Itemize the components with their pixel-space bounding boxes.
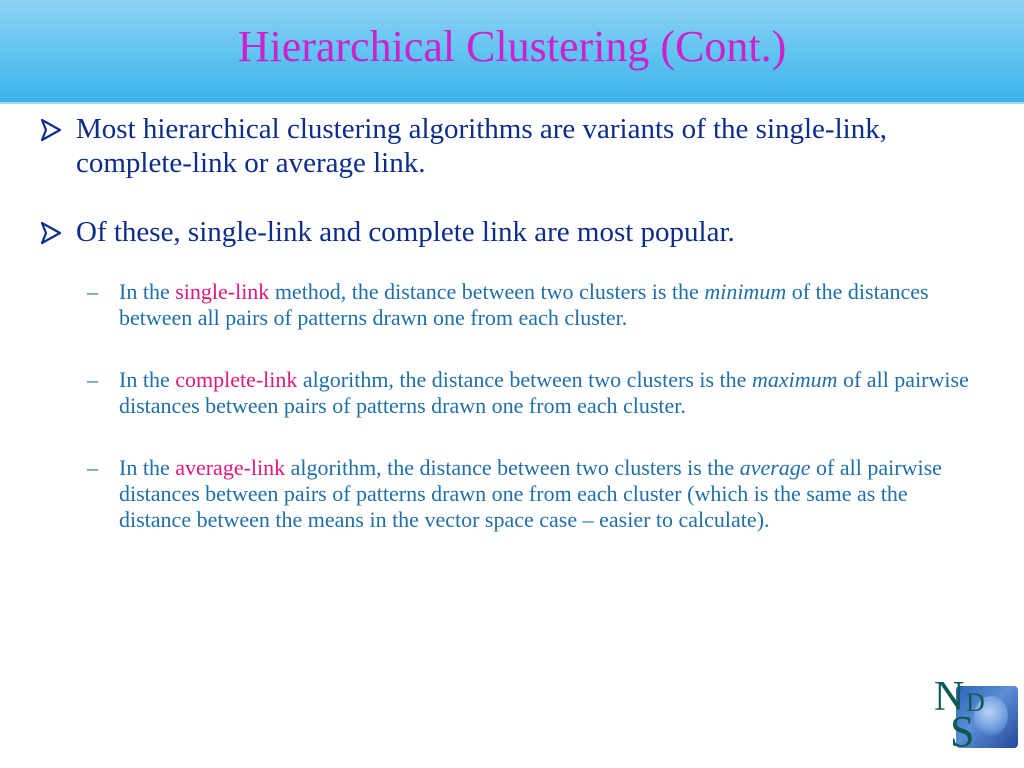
nds-logo <box>928 672 1018 762</box>
sub-bullet-middle: algorithm, the distance between two clusters is the <box>297 367 752 392</box>
sub-bullet-middle: algorithm, the distance between two clusters is the <box>285 455 740 480</box>
bullet-text: Of these, single-link and complete link are most popular. <box>76 216 735 248</box>
sub-bullet-average-link <box>40 455 980 533</box>
arrowhead-bullet-icon <box>40 118 62 142</box>
bullet-item <box>40 215 980 249</box>
logo-letter-s: S <box>950 707 975 756</box>
bullet-item <box>40 112 980 180</box>
term-highlight: single-link <box>175 279 270 304</box>
sub-bullet-suffix: of all pairwise distances between pairs of patterns drawn one from each cluster. <box>119 367 969 418</box>
sub-bullet-single-link <box>40 279 980 331</box>
sub-bullet-dash: – <box>87 455 98 480</box>
logo-letter-d: D <box>966 688 985 717</box>
sub-bullet-dash: – <box>87 367 98 392</box>
bullet-text: Most hierarchical clustering algorithms are variants of the single-link, complete-link or average link. <box>76 113 887 179</box>
title-bar <box>0 0 1024 104</box>
logo-letter-n: N <box>934 674 965 720</box>
emphasis-word: average <box>739 455 811 480</box>
emphasis-word: minimum <box>704 279 787 304</box>
sub-bullet-prefix: In the <box>119 367 176 392</box>
sub-bullet-suffix: of all pairwise distances between pairs of patterns drawn one from each cluster (which is the same as the distance between the means in the vector space case – easier to calculate). <box>119 455 942 532</box>
sub-bullet-suffix: of the distances between all pairs of patterns drawn one from each cluster. <box>119 279 929 330</box>
slide-content <box>40 112 980 569</box>
sub-bullet-prefix: In the <box>119 455 176 480</box>
term-highlight: average-link <box>175 455 286 480</box>
sub-bullet-prefix: In the <box>119 279 176 304</box>
sub-bullet-middle: method, the distance between two clusters is the <box>269 279 705 304</box>
emphasis-word: maximum <box>751 367 838 392</box>
term-highlight: complete-link <box>175 367 298 392</box>
sub-bullet-complete-link <box>40 367 980 419</box>
arrowhead-bullet-icon <box>40 221 62 245</box>
sub-bullet-dash: – <box>87 279 98 304</box>
slide-title: Hierarchical Clustering (Cont.) <box>237 22 787 71</box>
